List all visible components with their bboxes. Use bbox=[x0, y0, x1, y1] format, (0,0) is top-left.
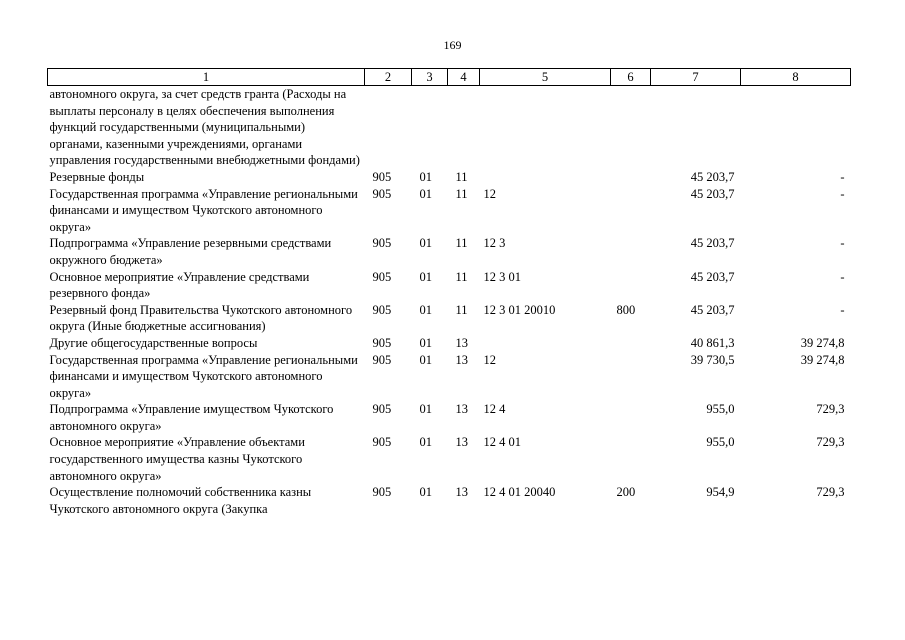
row-name: Подпрограмма «Управление резервными средствами окружного бюджета» bbox=[49, 236, 332, 267]
row-c2: 905 bbox=[372, 186, 392, 201]
row-c8: - bbox=[840, 186, 845, 201]
row-c2: 905 bbox=[372, 169, 392, 184]
table-row bbox=[48, 335, 851, 352]
row-c2: 905 bbox=[372, 335, 392, 350]
row-c7: 955,0 bbox=[706, 435, 735, 450]
row-c6 bbox=[611, 352, 651, 402]
row-c7: 955,0 bbox=[706, 402, 735, 417]
row-c4: 11 bbox=[455, 269, 468, 284]
row-c8: - bbox=[840, 302, 845, 317]
row-c7: 45 203,7 bbox=[690, 236, 735, 251]
row-c5: 12 bbox=[483, 352, 496, 367]
column-header-8: 8 bbox=[741, 69, 851, 86]
row-name: Резервный фонд Правительства Чукотского автономного округа (Иные бюджетные ассигнования) bbox=[49, 302, 353, 334]
column-header-5: 5 bbox=[480, 69, 611, 86]
row-c3 bbox=[412, 86, 448, 169]
budget-table bbox=[47, 68, 851, 517]
row-c2 bbox=[365, 86, 412, 169]
row-name: Государственная программа «Управление региональными финансами и имуществом Чукотского автономного округа» bbox=[49, 186, 358, 234]
row-c5: 12 4 bbox=[483, 402, 506, 417]
row-c8 bbox=[741, 86, 851, 169]
row-c6: 200 bbox=[616, 485, 636, 500]
row-c7: 45 203,7 bbox=[690, 302, 735, 317]
row-c6 bbox=[611, 269, 651, 302]
table-row bbox=[48, 269, 851, 302]
row-c4: 11 bbox=[455, 169, 468, 184]
row-c6 bbox=[611, 186, 651, 236]
row-c3: 01 bbox=[419, 302, 432, 317]
row-c4: 11 bbox=[455, 186, 468, 201]
row-name: Другие общегосударственные вопросы bbox=[49, 335, 258, 350]
row-c4: 13 bbox=[455, 485, 468, 500]
row-c5: 12 4 01 bbox=[483, 435, 521, 450]
row-c4: 13 bbox=[455, 402, 468, 417]
column-header-6: 6 bbox=[611, 69, 651, 86]
row-c7: 45 203,7 bbox=[690, 269, 735, 284]
table-row bbox=[48, 434, 851, 484]
row-c3: 01 bbox=[419, 485, 432, 500]
row-c6 bbox=[611, 335, 651, 352]
row-c5: 12 bbox=[483, 186, 496, 201]
row-c2: 905 bbox=[372, 352, 392, 367]
row-c6 bbox=[611, 169, 651, 186]
row-c7: 40 861,3 bbox=[690, 335, 735, 350]
row-c3: 01 bbox=[419, 186, 432, 201]
row-c3: 01 bbox=[419, 335, 432, 350]
row-c8: - bbox=[840, 269, 845, 284]
row-c6 bbox=[611, 86, 651, 169]
column-header-2: 2 bbox=[365, 69, 412, 86]
row-c3: 01 bbox=[419, 269, 432, 284]
row-c3: 01 bbox=[419, 435, 432, 450]
row-name: автономного округа, за счет средств гранта (Расходы на выплаты персоналу в целях обеспечения выполнения функций государственными (муниципальными) органами, казенными учреждениями, органами управления государственными внебюджетными фондами) bbox=[49, 87, 360, 168]
row-c4 bbox=[448, 86, 480, 169]
row-c5: 12 3 01 20010 bbox=[483, 302, 556, 317]
row-c2: 905 bbox=[372, 236, 392, 251]
row-c3: 01 bbox=[419, 402, 432, 417]
row-c8: 729,3 bbox=[816, 485, 845, 500]
row-name: Осуществление полномочий собственника казны Чукотского автономного округа (Закупка bbox=[49, 485, 312, 516]
row-c8: - bbox=[840, 236, 845, 251]
row-c6 bbox=[611, 434, 651, 484]
table-row bbox=[48, 86, 851, 169]
row-c2: 905 bbox=[372, 402, 392, 417]
row-name: Государственная программа «Управление региональными финансами и имуществом Чукотского автономного округа» bbox=[49, 352, 358, 400]
row-c3: 01 bbox=[419, 352, 432, 367]
table-row bbox=[48, 169, 851, 186]
row-c7 bbox=[651, 86, 741, 169]
row-c5 bbox=[480, 86, 611, 169]
table-row bbox=[48, 352, 851, 402]
row-name: Резервные фонды bbox=[49, 169, 145, 184]
row-c4: 13 bbox=[455, 335, 468, 350]
row-c8: - bbox=[840, 169, 845, 184]
table-row bbox=[48, 401, 851, 434]
row-c8: 729,3 bbox=[816, 402, 845, 417]
row-c8: 39 274,8 bbox=[800, 352, 845, 367]
row-name: Основное мероприятие «Управление объектами государственного имущества казны Чукотского автономного округа» bbox=[49, 435, 305, 483]
row-c5: 12 3 01 bbox=[483, 269, 521, 284]
row-c2: 905 bbox=[372, 302, 392, 317]
row-c3: 01 bbox=[419, 169, 432, 184]
row-c4: 11 bbox=[455, 236, 468, 251]
row-c2: 905 bbox=[372, 485, 392, 500]
table-row bbox=[48, 484, 851, 517]
header-row bbox=[48, 69, 851, 86]
row-c6 bbox=[611, 235, 651, 268]
row-c8: 39 274,8 bbox=[800, 335, 845, 350]
table-row bbox=[48, 302, 851, 335]
row-c7: 45 203,7 bbox=[690, 186, 735, 201]
row-c5 bbox=[480, 169, 611, 186]
row-c2: 905 bbox=[372, 435, 392, 450]
row-c5: 12 4 01 20040 bbox=[483, 485, 556, 500]
row-c6 bbox=[611, 401, 651, 434]
column-header-7: 7 bbox=[651, 69, 741, 86]
row-c6: 800 bbox=[616, 302, 636, 317]
row-c4: 13 bbox=[455, 435, 468, 450]
page-number: 169 bbox=[443, 38, 462, 52]
row-name: Основное мероприятие «Управление средствами резервного фонда» bbox=[49, 269, 310, 301]
table-row bbox=[48, 186, 851, 236]
row-c8: 729,3 bbox=[816, 435, 845, 450]
row-c7: 954,9 bbox=[706, 485, 735, 500]
row-c5: 12 3 bbox=[483, 236, 506, 251]
column-header-1: 1 bbox=[48, 69, 365, 86]
row-c5 bbox=[480, 335, 611, 352]
row-c7: 45 203,7 bbox=[690, 169, 735, 184]
row-c2: 905 bbox=[372, 269, 392, 284]
row-c4: 13 bbox=[455, 352, 468, 367]
column-header-3: 3 bbox=[412, 69, 448, 86]
row-c3: 01 bbox=[419, 236, 432, 251]
row-c7: 39 730,5 bbox=[690, 352, 735, 367]
table-row bbox=[48, 235, 851, 268]
row-name: Подпрограмма «Управление имуществом Чукотского автономного округа» bbox=[49, 402, 334, 433]
row-c4: 11 bbox=[455, 302, 468, 317]
column-header-4: 4 bbox=[448, 69, 480, 86]
